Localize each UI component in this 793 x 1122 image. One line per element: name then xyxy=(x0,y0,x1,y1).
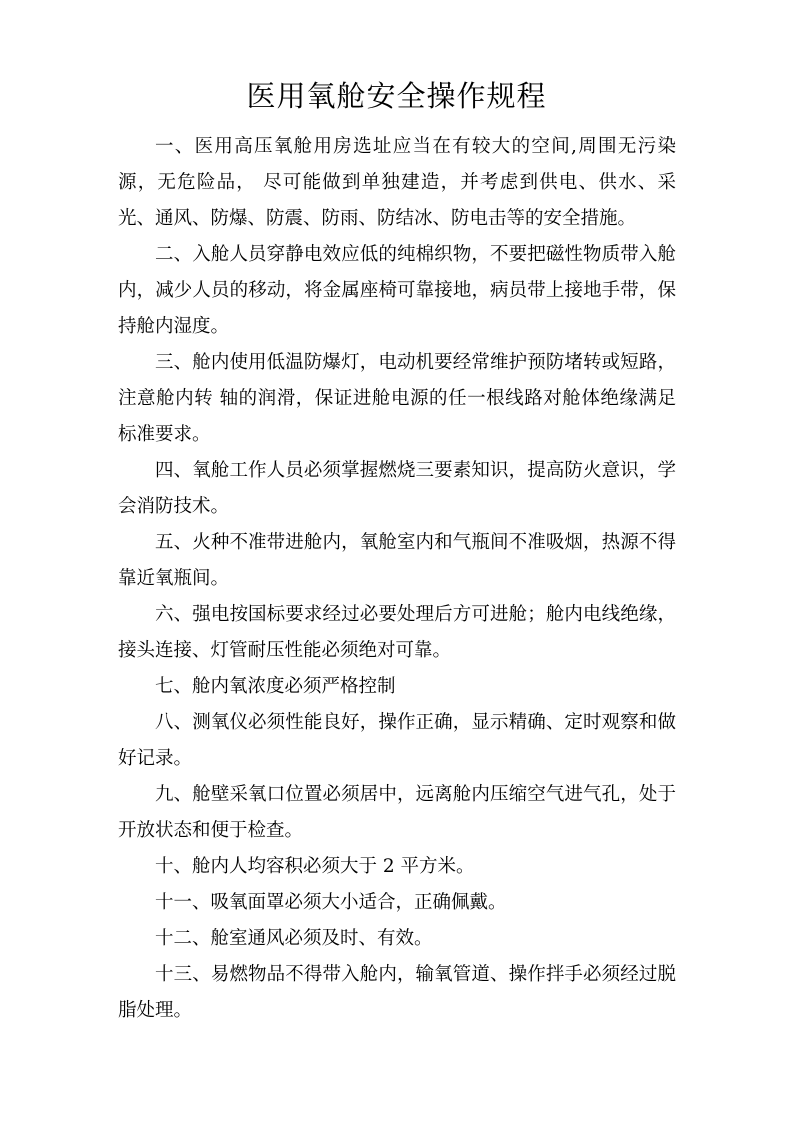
paragraph-6: 六、强电按国标要求经过必要处理后方可进舱；舱内电线绝缘，接头连接、灯管耐压性能必须绝对可靠。 xyxy=(118,604,676,661)
paragraph-4: 四、氧舱工作人员必须掌握燃烧三要素知识，提高防火意识，学会消防技术。 xyxy=(118,460,676,517)
paragraph-8: 八、测氧仪必须性能良好，操作正确，显示精确、定时观察和做好记录。 xyxy=(118,712,676,769)
document-title: 医用氧舱安全操作规程 xyxy=(246,79,547,113)
paragraph-12: 十二、舱室通风必须及时、有效。 xyxy=(155,928,433,949)
paragraph-13: 十三、易燃物品不得带入舱内，输氧管道、操作拌手必须经过脱脂处理。 xyxy=(118,964,676,1021)
paragraph-9: 九、舱壁采氧口位置必须居中，远离舱内压缩空气进气孔，处于开放状态和便于检查。 xyxy=(118,784,676,841)
paragraph-10: 十、舱内人均容积必须大于 2 平方米。 xyxy=(155,856,475,877)
paragraph-3: 三、舱内使用低温防爆灯，电动机要经常维护预防堵转或短路，注意舱内转 轴的润滑，保证进舱电源的任一根线路对舱体绝缘满足标准要求。 xyxy=(118,352,676,445)
paragraph-7: 七、舱内氧浓度必须严格控制 xyxy=(155,676,396,697)
paragraph-5: 五、火种不准带进舱内，氧舱室内和气瓶间不准吸烟，热源不得靠近氧瓶间。 xyxy=(118,532,676,589)
paragraph-1: 一、医用高压氧舱用房选址应当在有较大的空间,周围无污染源，无危险品， 尽可能做到单独建造，并考虑到供电、供水、采光、通风、防爆、防震、防雨、防结冰、防电击等的安全措施。 xyxy=(118,136,676,229)
document-body xyxy=(118,129,676,1029)
paragraph-2: 二、入舱人员穿静电效应低的纯棉织物，不要把磁性物质带入舱内，减少人员的移动，将金属座椅可靠接地，病员带上接地手带，保持舱内湿度。 xyxy=(118,244,676,337)
paragraph-11: 十一、吸氧面罩必须大小适合，正确佩戴。 xyxy=(155,892,507,913)
